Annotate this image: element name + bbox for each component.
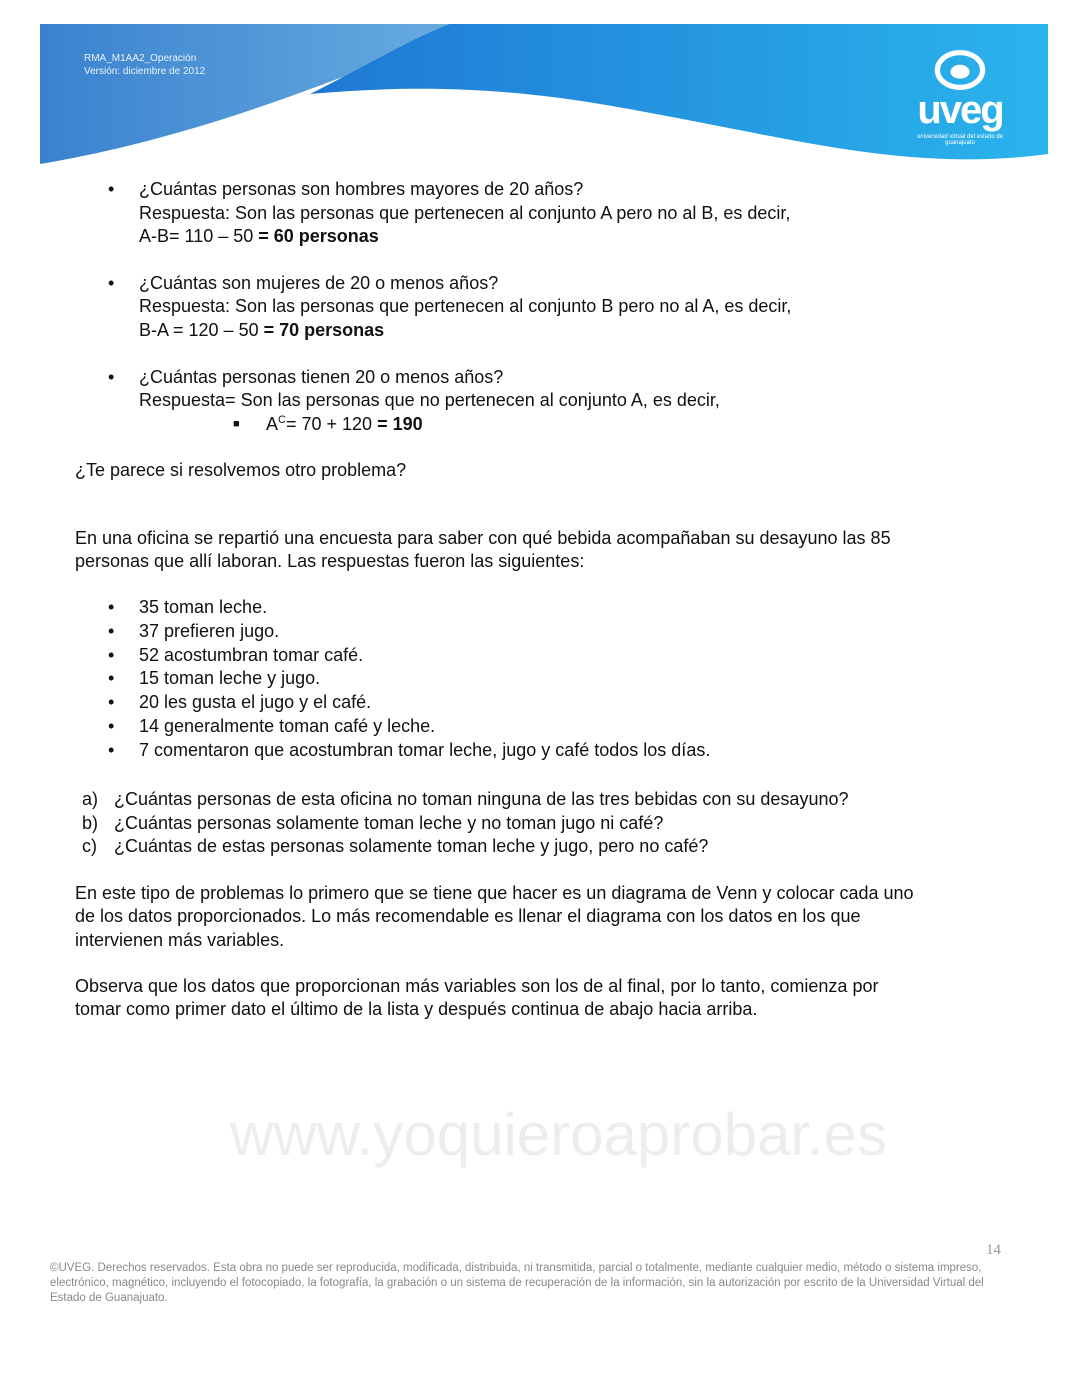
bullet: • bbox=[108, 644, 115, 665]
square-bullet: ■ bbox=[233, 418, 240, 430]
survey-item: 52 acostumbran tomar café. bbox=[139, 644, 364, 665]
answer-question: ¿Cuántas son mujeres de 20 o menos años? bbox=[139, 273, 499, 293]
answer-text: Respuesta: Son las personas que pertenecen al conjunto B pero no al A, es decir, bbox=[139, 296, 792, 316]
paragraph-line: intervienen más variables. bbox=[75, 930, 285, 950]
uveg-logo bbox=[905, 50, 1015, 148]
answer-text: Respuesta: Son las personas que pertenecen al conjunto A pero no al B, es decir, bbox=[139, 203, 791, 223]
question-label: b) bbox=[82, 812, 99, 833]
problem-intro: En una oficina se repartió una encuesta para saber con qué bebida acompañaban su desayuno las 85 bbox=[75, 528, 891, 548]
bullet: • bbox=[108, 620, 115, 641]
bullet: • bbox=[108, 739, 115, 760]
problem-intro: personas que allí laboran. Las respuestas fueron las siguientes: bbox=[75, 551, 585, 571]
survey-item: 37 prefieren jugo. bbox=[139, 620, 280, 641]
expr: B-A = 120 – 50 bbox=[139, 320, 264, 340]
survey-item: 20 les gusta el jugo y el café. bbox=[139, 692, 372, 713]
bullet: • bbox=[108, 668, 115, 689]
result: = 60 personas bbox=[258, 226, 379, 246]
page-number: 14 bbox=[986, 1242, 1001, 1258]
answer-expression bbox=[139, 319, 384, 342]
survey-item: 14 generalmente toman café y leche. bbox=[139, 716, 436, 736]
survey-item: 35 toman leche. bbox=[139, 597, 268, 617]
question-text: ¿Cuántas personas solamente toman leche y no toman jugo ni café? bbox=[114, 812, 664, 833]
question-text: ¿Cuántas de estas personas solamente toman leche y jugo, pero no café? bbox=[114, 836, 709, 856]
question-label: c) bbox=[82, 836, 97, 856]
expr: = 70 + 120 bbox=[285, 414, 378, 434]
logo-text: uveg bbox=[917, 88, 1003, 132]
watermark: www.yoquieroaprobar.es bbox=[230, 1101, 888, 1168]
survey-item: 15 toman leche y jugo. bbox=[139, 668, 321, 689]
answer-text: Respuesta= Son las personas que no pertenecen al conjunto A, es decir, bbox=[139, 390, 720, 410]
copyright-footer: ©UVEG. Derechos reservados. Esta obra no puede ser reproducida, modificada, distribuida, ni transmitida, parcial o totalmente, mediante cualquier medio, método o sistema impreso, electrónico, magnético, incluyendo el fotocopiado, la fotografía, la grabación o un sistema de recuperación de la información, sin la autorización por escrito de la Universidad Virtual del Estado de Guanajuato. bbox=[50, 1262, 984, 1304]
result: = 190 bbox=[377, 414, 423, 434]
bullet: • bbox=[108, 367, 115, 387]
bullet: • bbox=[108, 273, 115, 293]
answer-expression bbox=[139, 225, 379, 248]
expr-superscript: C bbox=[278, 414, 286, 426]
answer-question: ¿Cuántas personas tienen 20 o menos años? bbox=[139, 367, 504, 387]
bullet: • bbox=[108, 597, 115, 617]
question-text: ¿Cuántas personas de esta oficina no toman ninguna de las tres bebidas con su desayuno? bbox=[114, 789, 849, 809]
document-version: Versión: diciembre de 2012 bbox=[84, 66, 206, 77]
expr-base: A bbox=[266, 414, 279, 434]
survey-item: 7 comentaron que acostumbran tomar leche, jugo y café todos los días. bbox=[139, 739, 711, 760]
paragraph-line: Observa que los datos que proporcionan más variables son los de al final, por lo tanto, comienza por bbox=[75, 976, 879, 996]
document-code: RMA_M1AA2_Operación bbox=[84, 53, 197, 64]
logo-subtitle: universidad virtual del estado de guanajuato bbox=[916, 134, 1004, 146]
paragraph-line: de los datos proporcionados. Lo más recomendable es llenar el diagrama con los datos en los que bbox=[75, 906, 861, 926]
answer-expression bbox=[266, 413, 423, 436]
expr: A-B= 110 – 50 bbox=[139, 226, 259, 246]
paragraph-line: tomar como primer dato el último de la lista y después continua de abajo hacia arriba. bbox=[75, 999, 758, 1019]
transition-text: ¿Te parece si resolvemos otro problema? bbox=[75, 460, 407, 480]
bullet: • bbox=[108, 716, 115, 736]
logo-swirl-icon bbox=[930, 50, 990, 90]
paragraph-line: En este tipo de problemas lo primero que se tiene que hacer es un diagrama de Venn y colocar cada uno bbox=[75, 883, 914, 903]
header-banner bbox=[40, 24, 1048, 166]
bullet: • bbox=[108, 692, 115, 713]
question-label: a) bbox=[82, 789, 99, 809]
result: = 70 personas bbox=[263, 320, 385, 340]
answer-question: ¿Cuántas personas son hombres mayores de 20 años? bbox=[139, 179, 584, 199]
bullet: • bbox=[108, 179, 115, 199]
